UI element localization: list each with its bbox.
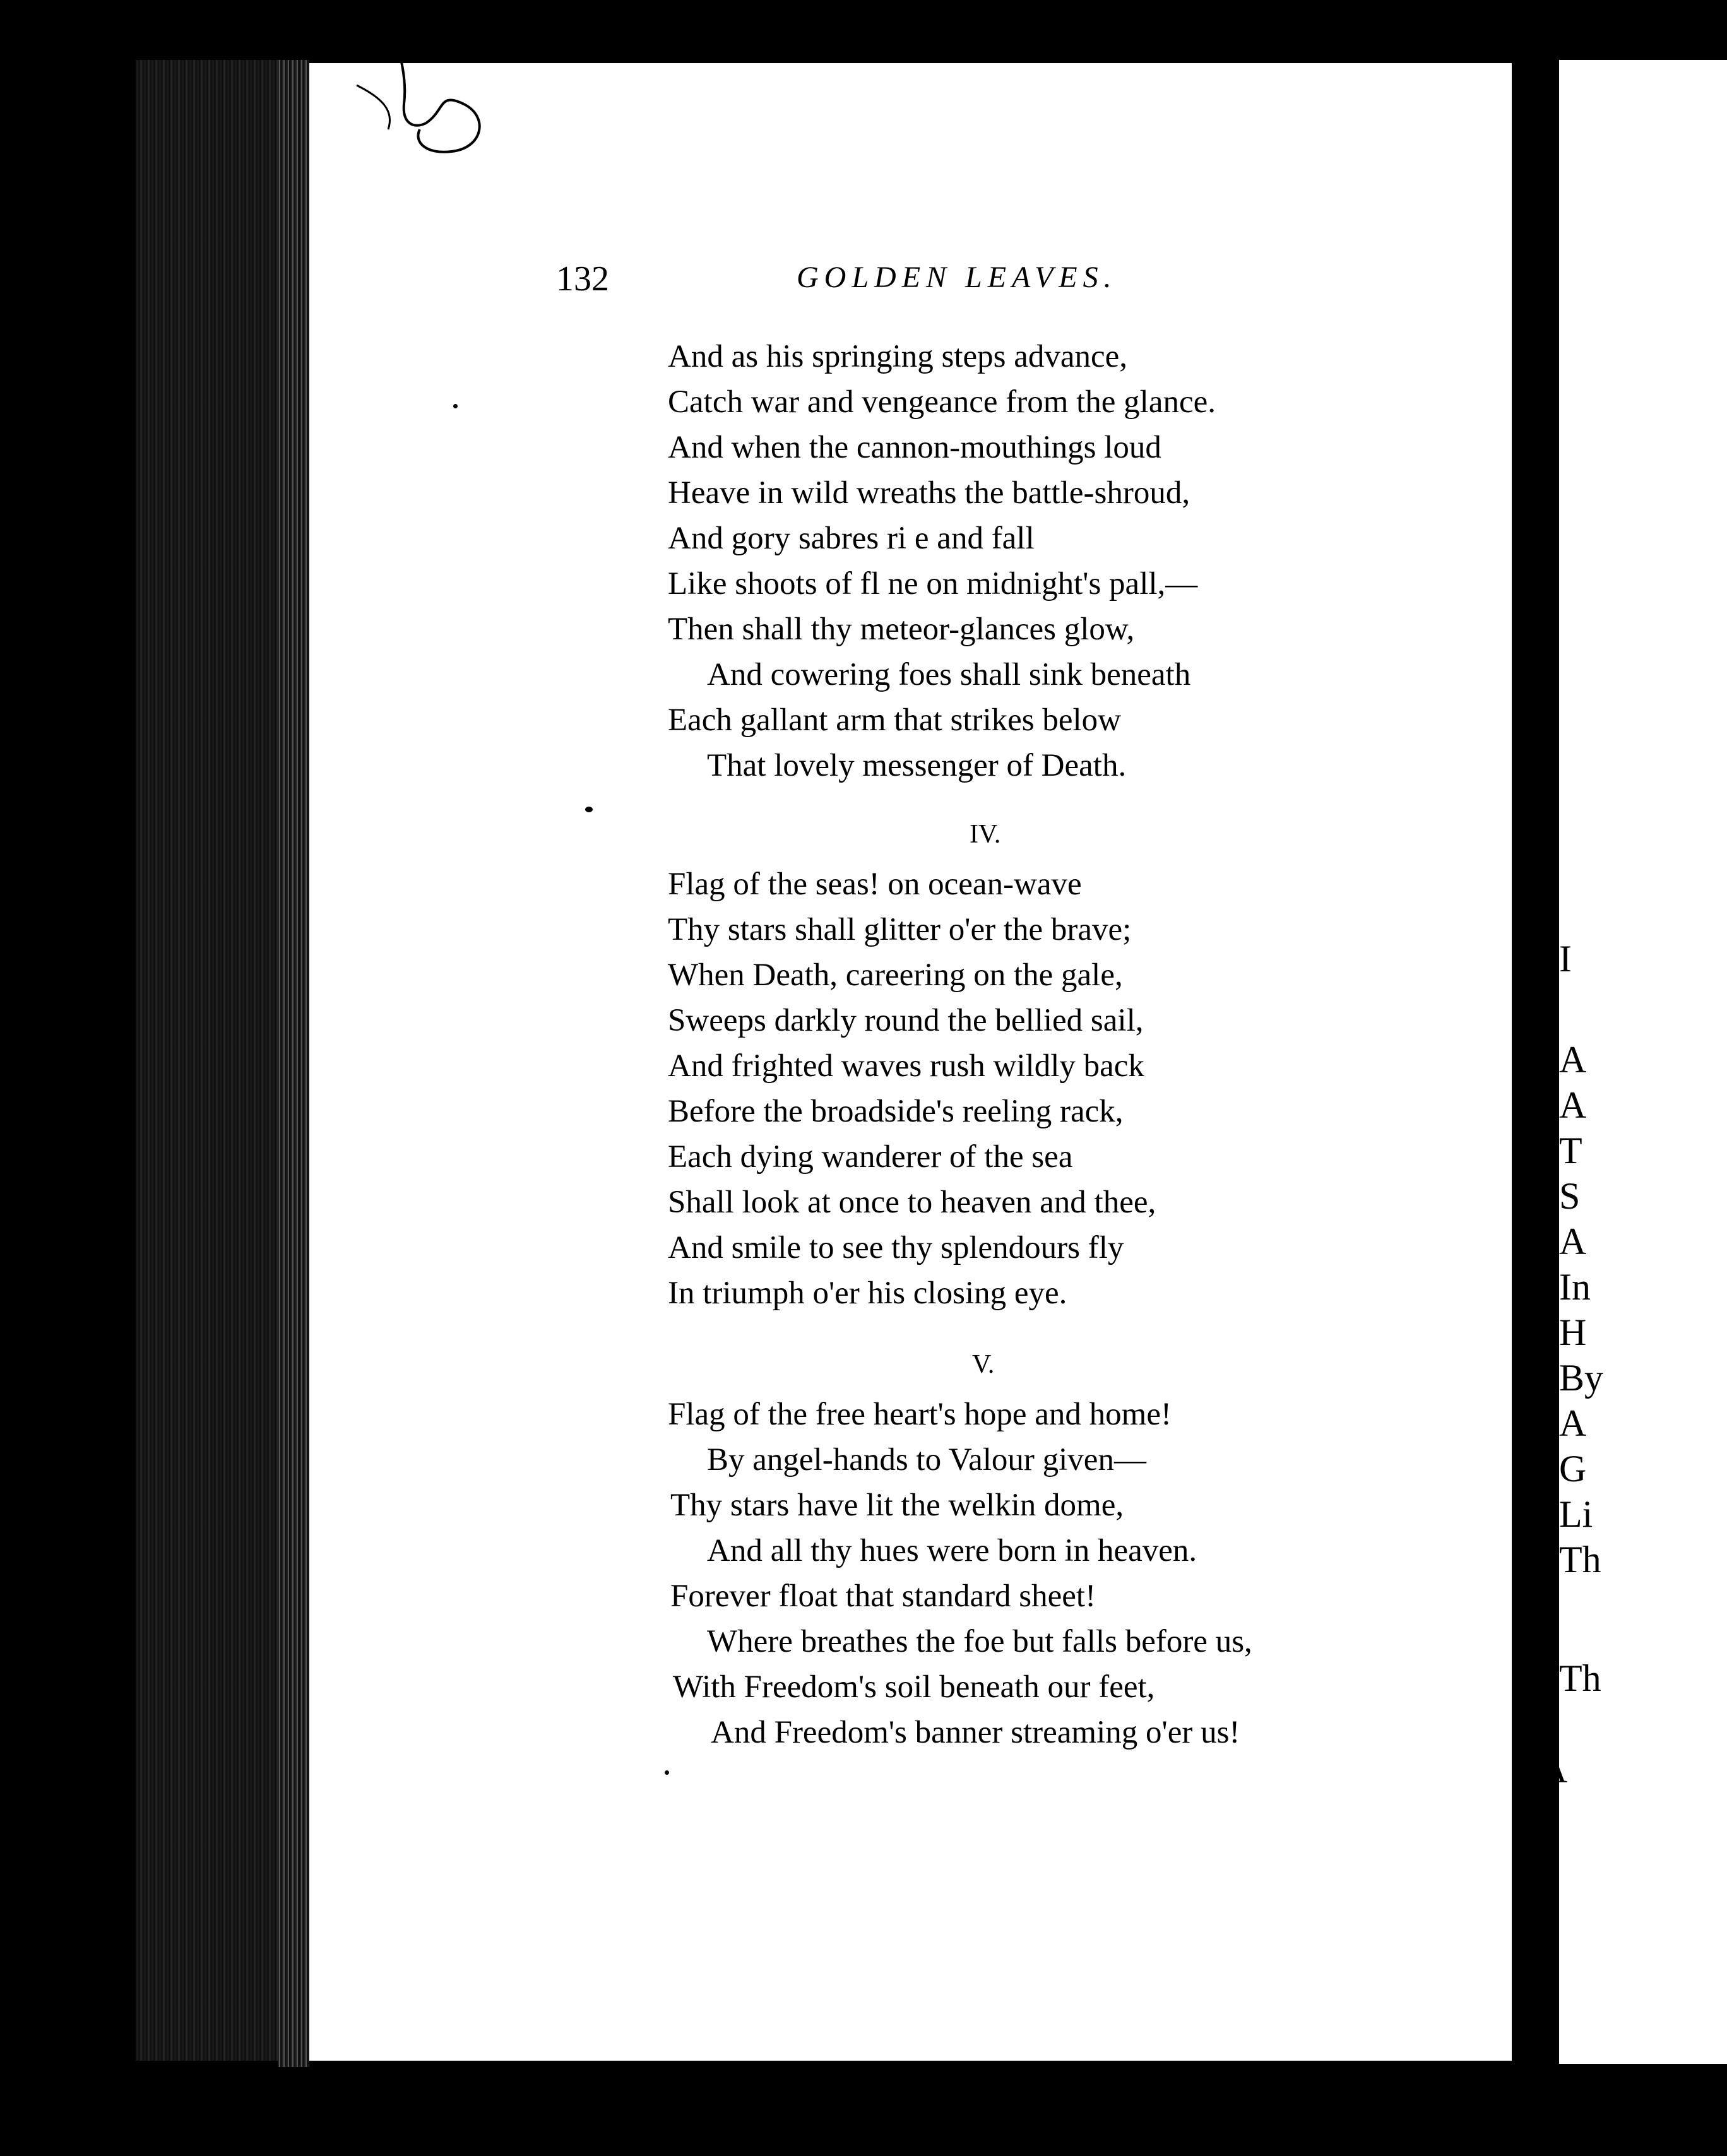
facing-page-fragment: S bbox=[1559, 1175, 1581, 1217]
poem-line: Flag of the seas! on ocean-wave bbox=[668, 867, 1082, 902]
pencil-mark bbox=[344, 3, 508, 167]
facing-page-fragment: A bbox=[1559, 1221, 1587, 1262]
stanza-number: V. bbox=[972, 1350, 995, 1379]
facing-page-fragment: A bbox=[1540, 1749, 1568, 1791]
facing-page-fragment: T bbox=[1559, 1130, 1582, 1171]
poem-line: And gory sabres ri e and fall bbox=[668, 521, 1035, 556]
page-number: 132 bbox=[556, 259, 609, 299]
ink-speck bbox=[665, 1770, 669, 1775]
poem-line: Heave in wild wreaths the battle-shroud, bbox=[668, 475, 1190, 511]
poem-line: In triumph o'er his closing eye. bbox=[668, 1276, 1067, 1311]
facing-page-fragment: Th bbox=[1559, 1657, 1601, 1699]
poem-line: Flag of the free heart's hope and home! bbox=[668, 1397, 1172, 1432]
facing-page-fragment: G bbox=[1559, 1448, 1587, 1490]
facing-page-fragment: Li bbox=[1559, 1493, 1593, 1535]
poem-line: That lovely messenger of Death. bbox=[707, 748, 1127, 783]
facing-page-fragment: In bbox=[1559, 1266, 1591, 1308]
poem-line: Before the broadside's reeling rack, bbox=[668, 1094, 1124, 1129]
running-title: GOLDEN LEAVES. bbox=[797, 261, 1117, 294]
poem-line: Like shoots of fl ne on midnight's pall,— bbox=[668, 566, 1198, 601]
poem-line: And Freedom's banner streaming o'er us! bbox=[711, 1715, 1240, 1750]
poem-line: And cowering foes shall sink beneath bbox=[707, 657, 1191, 692]
poem-line: When Death, careering on the gale, bbox=[668, 957, 1123, 993]
poem-line: Shall look at once to heaven and thee, bbox=[668, 1185, 1156, 1220]
poem-line: With Freedom's soil beneath our feet, bbox=[673, 1669, 1155, 1705]
poem-line: Catch war and vengeance from the glance. bbox=[668, 384, 1216, 420]
poem-line: And frighted waves rush wildly back bbox=[668, 1048, 1144, 1084]
poem-line: Each dying wanderer of the sea bbox=[668, 1139, 1073, 1175]
poem-line: And as his springing steps advance, bbox=[668, 339, 1128, 374]
poem-line: Thy stars have lit the welkin dome, bbox=[670, 1488, 1124, 1523]
facing-page-fragment: A bbox=[1559, 1402, 1587, 1444]
poem-line: And smile to see thy splendours fly bbox=[668, 1230, 1124, 1265]
facing-page-fragment: Th bbox=[1559, 1539, 1601, 1580]
poem-line: And all thy hues were born in heaven. bbox=[707, 1533, 1197, 1568]
facing-page-fragment: A bbox=[1559, 1084, 1587, 1126]
poem-line: And when the cannon-mouthings loud bbox=[668, 430, 1161, 465]
poem-line: Where breathes the foe but falls before us, bbox=[707, 1624, 1252, 1659]
facing-page-fragment: H bbox=[1559, 1312, 1587, 1353]
ink-speck bbox=[585, 807, 593, 812]
facing-page bbox=[1540, 60, 1727, 2064]
poem-line: Then shall thy meteor-glances glow, bbox=[668, 612, 1135, 647]
ink-speck bbox=[453, 404, 458, 408]
poem-line: By angel-hands to Valour given— bbox=[707, 1442, 1146, 1478]
stanza-number: IV. bbox=[970, 820, 1001, 849]
poem-line: Thy stars shall glitter o'er the brave; bbox=[668, 912, 1132, 947]
facing-page-fragment: By bbox=[1559, 1357, 1604, 1399]
poem-line: Forever float that standard sheet! bbox=[670, 1578, 1096, 1614]
facing-page-fragment: I bbox=[1559, 938, 1572, 980]
poem-line: Each gallant arm that strikes below bbox=[668, 702, 1122, 738]
facing-page-fragment: A bbox=[1559, 1039, 1587, 1081]
page-edges bbox=[278, 60, 309, 2067]
poem-line: Sweeps darkly round the bellied sail, bbox=[668, 1003, 1144, 1038]
